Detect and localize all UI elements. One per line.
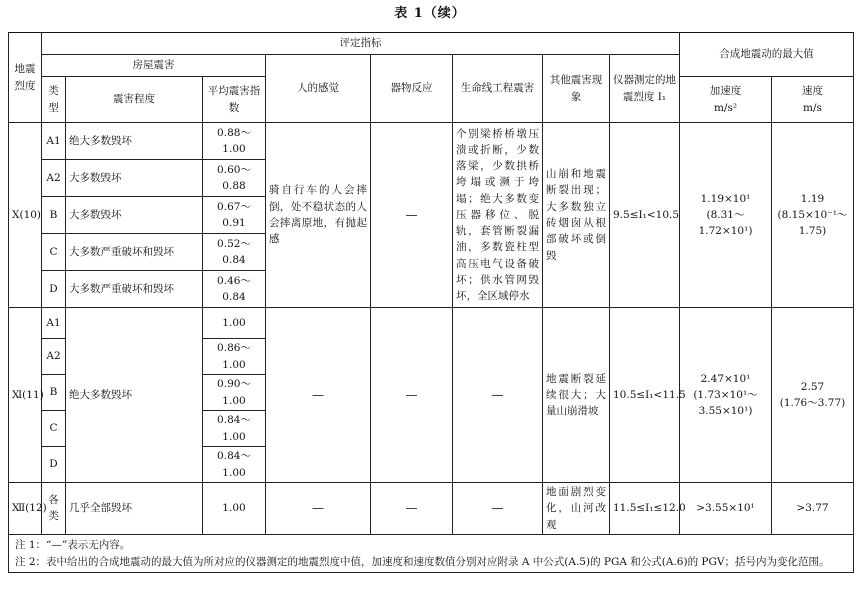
col-header-max-values: 合成地震动的最大值	[680, 33, 854, 77]
type-cell: C	[42, 411, 66, 447]
index-value: 0.46～	[217, 274, 251, 287]
index-cell	[203, 375, 266, 411]
col-header-avg-index: 平均震害指数	[203, 77, 266, 123]
speed-cell: >3.77	[772, 483, 854, 535]
col-header-type: 类型	[42, 77, 66, 123]
index-value: 1.00	[222, 358, 246, 371]
instrument-cell: 10.5≤I₁<11.5	[610, 308, 680, 483]
note-2: 注 2：表中给出的合成地震动的最大值为所对应的仪器测定的地震烈度中值，加速度和速度数值分别对应附录 A 中公式(A.5)的 PGA 和公式(A.6)的 PGV；括号内为变化范围。	[15, 555, 830, 568]
col-header-intensity: 地震烈度	[9, 33, 42, 123]
index-value: 0.60～	[217, 163, 251, 176]
col-header-lifeline: 生命线工程震害	[453, 55, 543, 123]
accel-range: (8.31～	[706, 208, 745, 221]
index-value: 0.91	[222, 217, 246, 229]
degree-cell: 绝大多数毁坏	[66, 123, 203, 160]
accel-unit: m/s²	[713, 101, 738, 114]
index-cell: 1.00	[203, 483, 266, 535]
index-cell	[203, 447, 266, 483]
index-cell	[203, 411, 266, 447]
intensity-table	[8, 32, 854, 573]
accel-cell	[680, 123, 772, 308]
col-header-criteria: 评定指标	[42, 33, 680, 55]
type-cell: D	[42, 447, 66, 483]
lifeline-cell: 个别梁桥桥墩压溃或折断，少数落梁，少数拱桥垮塌或濒于垮塌；绝大多数变压器移位、脱轨，套管断裂漏油，多数瓷柱型高压电气设备破坏；供水管网毁坏，全区域停水	[453, 123, 543, 308]
accel-cell	[680, 308, 772, 483]
instrument-cell: 11.5≤I₁≤12.0	[610, 483, 680, 535]
lifeline-cell: —	[453, 483, 543, 535]
intensity-cell: Ⅹ(10)	[9, 123, 42, 308]
accel-cell: >3.55×10¹	[680, 483, 772, 535]
col-header-instrument: 仪器测定的地震烈度 I₁	[610, 55, 680, 123]
degree-cell: 大多数严重破坏和毁坏	[66, 234, 203, 271]
type-cell: B	[42, 197, 66, 234]
type-cell: A1	[42, 308, 66, 339]
other-cell: 山崩和地震断裂出现；大多数独立砖烟囱从根部破坏或倒毁	[543, 123, 610, 308]
accel-range: (1.73×10¹～	[693, 388, 758, 401]
human-cell: —	[266, 308, 371, 483]
table-title: 表 1（续）	[394, 6, 466, 21]
col-header-degree: 震害程度	[66, 77, 203, 123]
intensity-cell: Ⅻ(12)	[9, 483, 42, 535]
speed-unit: m/s	[803, 101, 822, 114]
degree-cell: 几乎全部毁坏	[66, 483, 203, 535]
speed-value: 2.57	[800, 380, 825, 393]
type-cell: B	[42, 375, 66, 411]
index-value: 1.00	[222, 143, 246, 155]
other-cell: 地震断裂延续很大；大量山崩滑坡	[543, 308, 610, 483]
index-value: 1.00	[222, 466, 246, 479]
table-row	[9, 483, 854, 535]
col-header-accel	[680, 77, 772, 123]
index-value: 1.00	[222, 394, 246, 407]
notes-cell	[9, 534, 854, 573]
object-cell: —	[371, 123, 453, 308]
human-cell: 骑自行车的人会摔倒，处不稳状态的人会摔离原地，有抛起感	[266, 123, 371, 308]
human-cell: —	[266, 483, 371, 535]
notes-row	[9, 534, 854, 573]
index-value: 0.84	[222, 254, 246, 266]
index-value: 0.84	[222, 291, 246, 303]
speed-range: 1.75)	[798, 225, 827, 238]
index-cell	[203, 308, 266, 339]
speed-range: (8.15×10⁻¹～	[777, 208, 848, 221]
type-cell: A2	[42, 339, 66, 375]
index-value: 0.52～	[217, 237, 251, 250]
col-header-speed	[772, 77, 854, 123]
index-value: 1.00	[222, 430, 246, 443]
header-row-1	[9, 33, 854, 55]
intensity-cell: Ⅺ(11)	[9, 308, 42, 483]
index-cell	[203, 123, 266, 160]
accel-range: 3.55×10¹)	[698, 405, 753, 418]
table-row	[9, 308, 854, 339]
speed-label: 速度	[802, 85, 823, 98]
type-cell: C	[42, 234, 66, 271]
degree-cell: 大多数毁坏	[66, 197, 203, 234]
instrument-cell: 9.5≤I₁<10.5	[610, 123, 680, 308]
index-cell	[203, 234, 266, 271]
object-cell: —	[371, 308, 453, 483]
col-header-other: 其他震害现象	[543, 55, 610, 123]
index-cell	[203, 339, 266, 375]
index-value: 0.88	[222, 180, 246, 192]
speed-cell	[772, 308, 854, 483]
accel-range: 1.72×10¹)	[698, 225, 753, 238]
table-row	[9, 123, 854, 160]
col-header-object: 器物反应	[371, 55, 453, 123]
index-value: 1.00	[222, 316, 246, 329]
speed-cell	[772, 123, 854, 308]
accel-label: 加速度	[709, 85, 742, 98]
index-value: 0.84～	[217, 414, 251, 427]
index-value: 0.88～	[217, 126, 251, 139]
index-value: 0.67～	[217, 200, 251, 213]
accel-value: 1.19×10¹	[700, 192, 751, 205]
index-cell	[203, 197, 266, 234]
other-cell: 地面剧烈变化，山河改观	[543, 483, 610, 535]
object-cell: —	[371, 483, 453, 535]
degree-cell: 大多数毁坏	[66, 160, 203, 197]
index-cell	[203, 160, 266, 197]
type-cell: D	[42, 271, 66, 308]
speed-range: (1.76～3.77)	[779, 397, 846, 409]
speed-value: 1.19	[800, 192, 825, 205]
index-value: 0.90～	[217, 378, 251, 391]
col-header-building: 房屋震害	[42, 55, 266, 77]
col-header-human: 人的感觉	[266, 55, 371, 123]
index-value: 0.84～	[217, 450, 251, 463]
degree-cell: 绝大多数毁坏	[66, 308, 203, 483]
type-cell: A1	[42, 123, 66, 160]
accel-value: 2.47×10¹	[700, 372, 751, 385]
type-cell: 各类	[42, 483, 66, 535]
note-1: 注 1：“—”表示无内容。	[15, 538, 131, 551]
lifeline-cell: —	[453, 308, 543, 483]
degree-cell: 大多数严重破坏和毁坏	[66, 271, 203, 308]
index-cell	[203, 271, 266, 308]
type-cell: A2	[42, 160, 66, 197]
index-value: 0.86～	[217, 342, 251, 355]
